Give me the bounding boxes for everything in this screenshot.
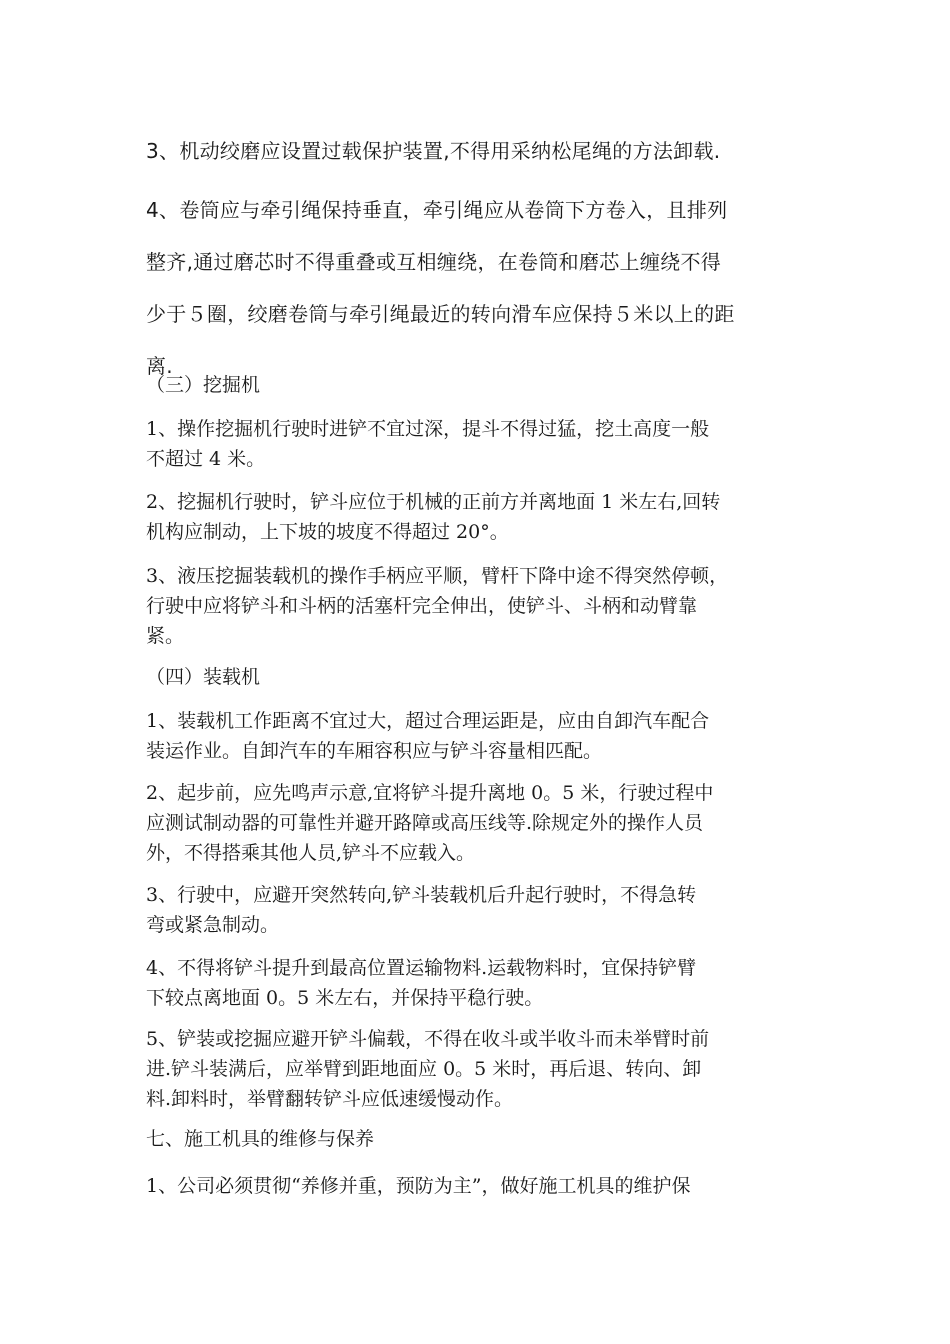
paragraph-winch-overload [146,137,826,165]
text-line: 1、公司必须贯彻“养修并重，预防为主”，做好施工机具的维护保 [146,1175,691,1197]
paragraph-loader-1 [146,706,826,766]
text-line: 2、挖掘机行驶时，铲斗应位于机械的正前方并离地面 1 米左右,回转 [146,491,721,513]
paragraph-excavator-3 [146,561,826,651]
text-line: 弯或紧急制动。 [146,914,280,936]
text-line: 下较点离地面 0。5 米左右，并保持平稳行驶。 [146,987,544,1009]
text-line: 应测试制动器的可靠性并避开路障或高压线等.除规定外的操作人员 [146,812,704,834]
text-line: 不超过 4 米。 [146,448,266,470]
text-line: 1、装载机工作距离不宜过大，超过合理运距是，应由自卸汽车配合 [146,710,710,732]
text-line: 1、操作挖掘机行驶时进铲不宜过深，提斗不得过猛，挖土高度一般 [146,418,710,440]
paragraph-loader-3 [146,880,826,940]
section-heading-maintenance [146,1124,826,1154]
text-line: 料.卸料时，举臂翻转铲斗应低速缓慢动作。 [146,1088,514,1110]
text-line: 3、液压挖掘装载机的操作手柄应平顺，臂杆下降中途不得突然停顿， [146,565,729,587]
paragraph-winch-drum [146,184,826,392]
text-line: 2、起步前，应先鸣声示意,宜将铲斗提升离地 0。5 米，行驶过程中 [146,782,714,804]
text-line: 装运作业。自卸汽车的车厢容积应与铲斗容量相匹配。 [146,740,603,762]
section-heading-excavator [146,370,826,400]
text-line: 3、行驶中，应避开突然转向,铲斗装载机后升起行驶时，不得急转 [146,884,697,906]
paragraph-loader-5 [146,1024,826,1114]
text-line: （四）装载机 [146,666,261,688]
text-line: 外，不得搭乘其他人员,铲斗不应载入。 [146,842,476,864]
text-line: 进.铲斗装满后，应举臂到距地面应 0。5 米时，再后退、转向、卸 [146,1058,702,1080]
text-line: 少于５圈，绞磨卷筒与牵引绳最近的转向滑车应保持５米以上的距 [146,302,735,326]
text-line: 5、铲装或挖掘应避开铲斗偏载，不得在收斗或半收斗而未举臂时前 [146,1028,710,1050]
text-line: 3、机动绞磨应设置过载保护装置,不得用采纳松尾绳的方法卸载. [146,139,721,163]
paragraph-excavator-1 [146,414,826,474]
paragraph-excavator-2 [146,487,826,547]
paragraph-maintenance-1 [146,1171,826,1201]
text-line: 七、施工机具的维修与保养 [146,1128,375,1150]
text-line: （三）挖掘机 [146,374,261,396]
text-line: 整齐,通过磨芯时不得重叠或互相缠绕，在卷筒和磨芯上缠绕不得 [146,250,722,274]
paragraph-loader-2 [146,778,826,868]
text-line: 机构应制动，上下坡的坡度不得超过 20°。 [146,521,509,543]
paragraph-loader-4 [146,953,826,1013]
section-heading-loader [146,662,826,692]
text-line: 离. [146,354,173,378]
text-line: 紧。 [146,625,185,647]
text-line: 4、不得将铲斗提升到最高位置运输物料.运载物料时，宜保持铲臂 [146,957,697,979]
text-line: 4、卷筒应与牵引绳保持垂直，牵引绳应从卷筒下方卷入，且排列 [146,198,728,222]
text-line: 行驶中应将铲斗和斗柄的活塞杆完全伸出，使铲斗、斗柄和动臂靠 [146,595,698,617]
